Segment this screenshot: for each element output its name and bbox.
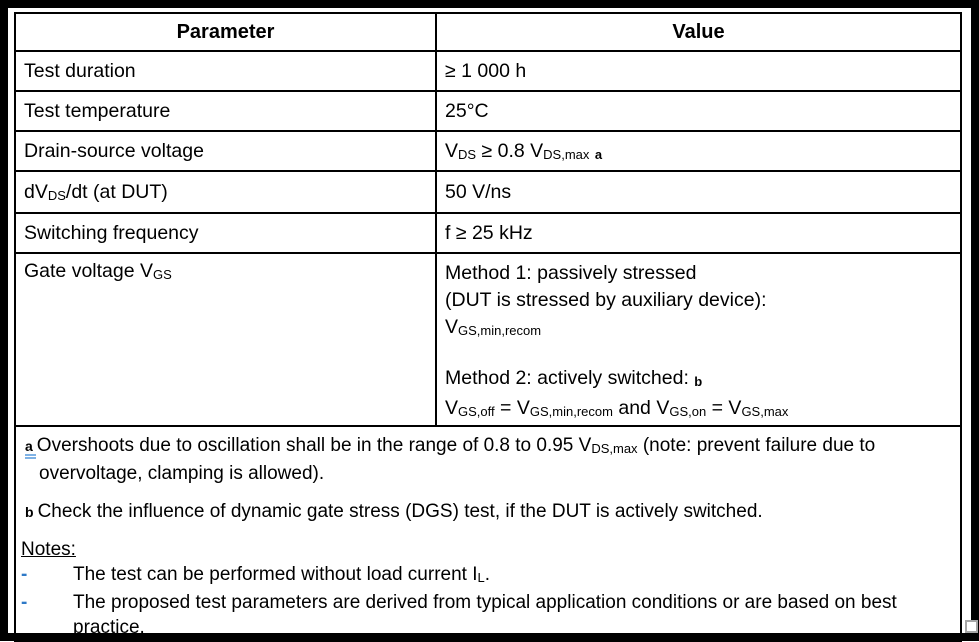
test-parameters-table	[14, 12, 962, 642]
param-cell: dVDS/dt (at DUT)	[15, 171, 436, 213]
column-header-parameter: Parameter	[15, 13, 436, 51]
method-2-line: VGS,off = VGS,min,recom and VGS,on = VGS,max	[445, 397, 789, 419]
value-cell: f ≥ 25 kHz	[436, 213, 961, 253]
note-item	[21, 562, 952, 590]
proofing-mark-double-underline	[25, 454, 36, 459]
footnotes-cell	[15, 426, 961, 641]
note-item-text: The test can be performed without load current IL.	[73, 564, 491, 585]
table-row-switching-frequency	[15, 213, 961, 253]
param-cell: Test temperature	[15, 91, 436, 131]
footnote-a	[21, 433, 952, 486]
footnote-a-marker: a	[25, 434, 37, 459]
method-2-line: Method 2: actively switched: b	[445, 367, 703, 389]
table-resize-handle[interactable]	[965, 620, 978, 633]
table-row-drain-source-voltage	[15, 131, 961, 171]
method-1-block	[445, 260, 960, 344]
table-row-test-duration	[15, 51, 961, 91]
table-row-test-temperature	[15, 91, 961, 131]
value-cell-gate-voltage	[436, 253, 961, 426]
method-1-line: VGS,min,recom	[445, 316, 542, 338]
table-row-dvds-dt	[15, 171, 961, 213]
footnote-b-text: Check the influence of dynamic gate stress (DGS) test, if the DUT is actively switched.	[37, 501, 763, 522]
note-item-text: The proposed test parameters are derived from typical application conditions or are based on best practice.	[73, 592, 897, 638]
method-1-line: (DUT is stressed by auxiliary device):	[445, 289, 767, 311]
note-item	[21, 590, 952, 640]
notes-title: Notes:	[21, 539, 76, 560]
param-cell: Drain-source voltage	[15, 131, 436, 171]
param-cell: Switching frequency	[15, 213, 436, 253]
value-cell: 25°C	[436, 91, 961, 131]
table-header-row	[15, 13, 961, 51]
param-cell: Gate voltage VGS	[15, 253, 436, 426]
method-2-block	[445, 365, 960, 425]
method-1-line: Method 1: passively stressed	[445, 262, 697, 284]
footnote-b	[21, 499, 952, 525]
footnote-a-text: Overshoots due to oscillation shall be in the range of 0.8 to 0.95 VDS,max (note: prevent failure due to overvoltage, clamping is allowed).	[36, 435, 876, 484]
value-cell: ≥ 1 000 h	[436, 51, 961, 91]
value-cell: 50 V/ns	[436, 171, 961, 213]
table-footer-row	[15, 426, 961, 641]
value-cell: VDS ≥ 0.8 VDS,max a	[436, 131, 961, 171]
table-row-gate-voltage	[15, 253, 961, 426]
param-cell: Test duration	[15, 51, 436, 91]
note-dash-bullet: -	[21, 564, 28, 585]
footnote-b-marker: b	[25, 504, 34, 520]
column-header-value: Value	[436, 13, 961, 51]
note-dash-bullet: -	[21, 592, 28, 613]
